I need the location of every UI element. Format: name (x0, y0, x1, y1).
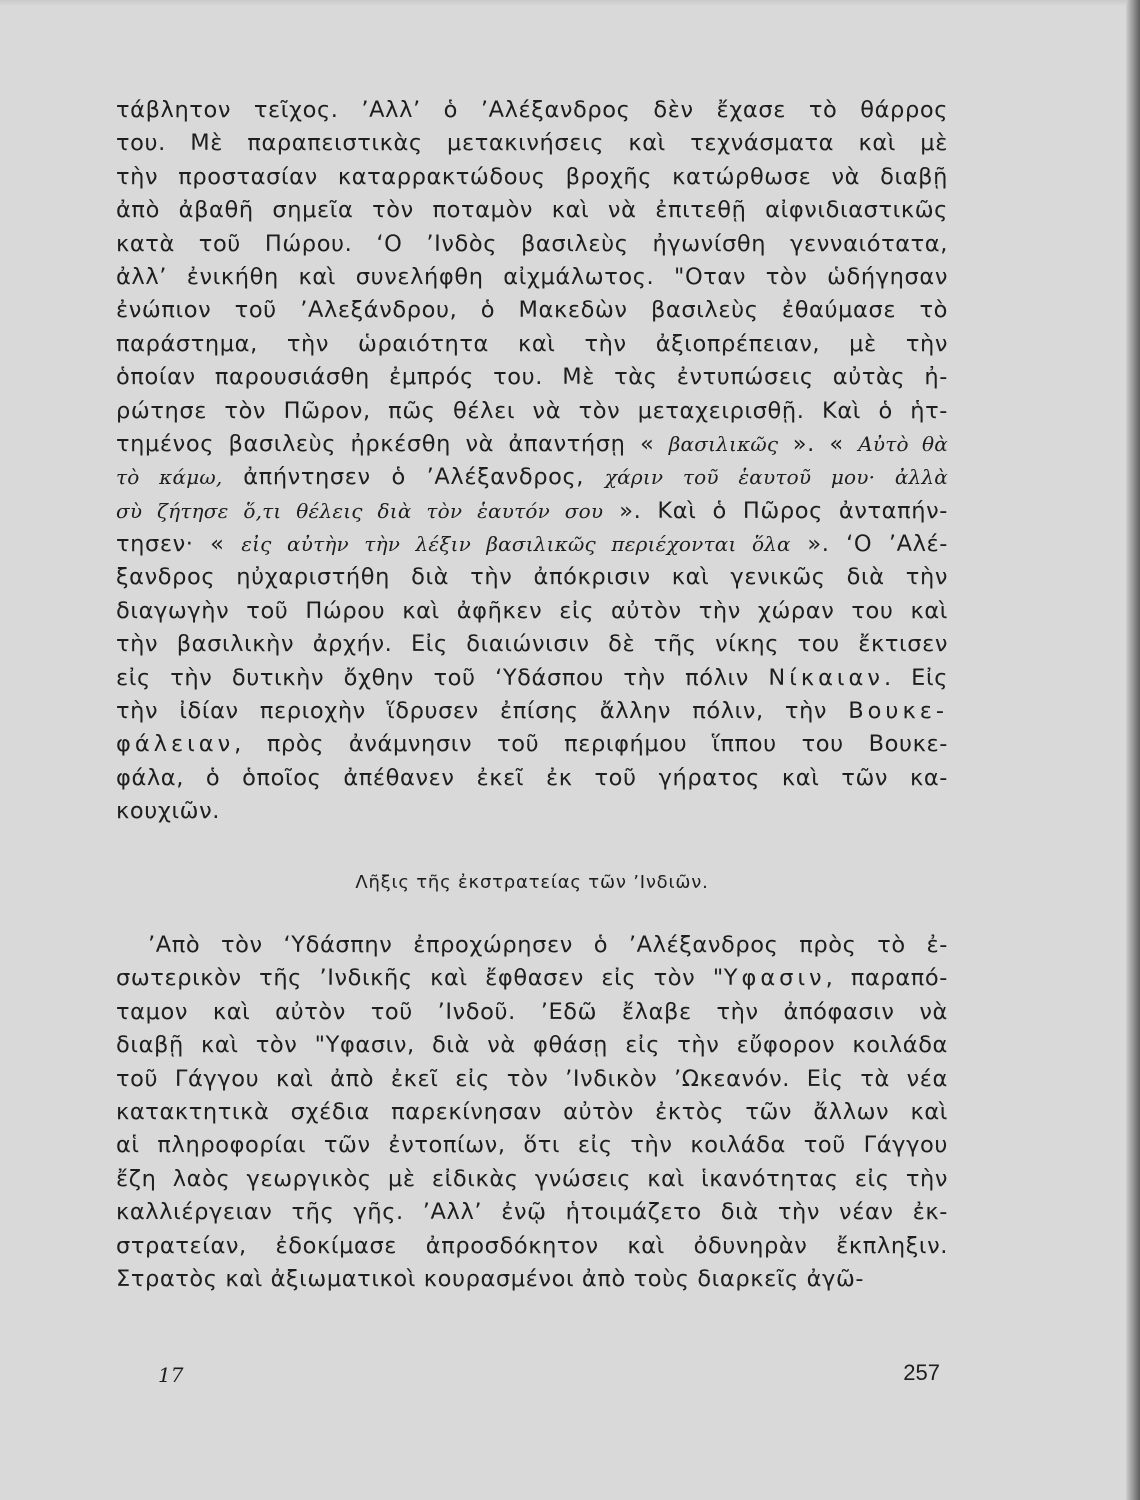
text-run: ’Απὸ τὸν ‘Υδάσπην ἐπροχώρησεν ὁ ’Αλέξανδρος πρὸς τὸ ἐ- (148, 932, 948, 958)
text-run: κατὰ τοῦ Πώρου. ‘Ο ’Ινδὸς βασιλεὺς ἠγωνίσθη γενναιότατα, (116, 230, 948, 257)
text-run: τησεν· « (116, 531, 242, 558)
text-line (116, 228, 948, 261)
text-line (116, 127, 948, 160)
text-line (116, 361, 948, 394)
text-line (116, 996, 948, 1029)
text-line (116, 528, 948, 561)
signature-mark: 17 (158, 1363, 184, 1387)
text-run: ἐνώπιον τοῦ ’Αλεξάνδρου, ὁ Μακεδὼν βασιλεὺς ἐθαύμασε τὸ (116, 297, 948, 324)
text-run: Στρατὸς καὶ ἀξιωματικοὶ κουρασμένοι ἀπὸ τοὺς διαρκεῖς ἀγῶ- (116, 1265, 865, 1292)
text-run: ρώτησε τὸν Πῶρον, πῶς θέλει νὰ τὸν μεταχειρισθῇ. Καὶ ὁ ἡτ- (116, 397, 948, 424)
text-run: τάβλητον τεῖχος. ’Αλλ’ ὁ ’Αλέξανδρος δὲν ἔχασε τὸ θάρρος (116, 97, 948, 123)
text-run: του. Μὲ παραπειστικὰς μετακινήσεις καὶ τεχνάσματα καὶ μὲ (116, 130, 948, 157)
text-run: τοῦ Γάγγου καὶ ἀπὸ ἐκεῖ εἰς τὸν ’Ινδικὸν ’Ωκεανόν. Εἰς τὰ νέα (116, 1065, 948, 1092)
text-run: . Εἰς (883, 664, 949, 691)
paragraph-1 (116, 94, 948, 829)
text-line (116, 495, 948, 528)
text-run: τὴν προστασίαν καταρρακτώδους βροχῆς κατώρθωσε νὰ διαβῇ (116, 163, 948, 190)
text-line (116, 695, 948, 728)
text-line (116, 1129, 948, 1162)
italic-text: Αὐτὸ θὰ (858, 431, 948, 456)
text-run: ». Καὶ ὁ Πῶρος ἀνταπήν- (603, 497, 948, 524)
text-line (116, 795, 948, 828)
text-run: καλλιέργειαν τῆς γῆς. ’Αλλ’ ἐνῷ ἡτοιμάζετο διὰ τὴν νέαν ἐκ- (116, 1199, 948, 1226)
text-run: ἀπὸ ἀβαθῆ σημεῖα τὸν ποταμὸν καὶ νὰ ἐπιτεθῇ αἰφνιδιαστικῶς (116, 197, 948, 224)
italic-text: σὺ ζήτησε ὅ,τι θέλεις διὰ τὸν ἑαυτόν σου (116, 498, 604, 523)
text-run: τὴν ἰδίαν περιοχὴν ἵδρυσεν ἐπίσης ἄλλην πόλιν, τὴν (116, 698, 849, 725)
text-run: ἀπήντησεν ὁ ’Αλέξανδρος, (222, 464, 605, 491)
text-line (116, 728, 948, 761)
text-run: , παραπό- (825, 965, 948, 992)
spaced-text: Νίκαιαν (768, 664, 884, 691)
text-run: κουχιῶν. (116, 798, 221, 825)
text-run: ἀλλ’ ἐνικήθη καὶ συνελήφθη αἰχμάλωτος. "Οταν τὸν ὡδήγησαν (116, 263, 948, 290)
spaced-text: φάλειαν (116, 731, 235, 758)
italic-text: εἰς αὐτὴν τὴν λέξιν βασιλικῶς περιέχονται ὅλα (241, 532, 791, 557)
text-line (116, 328, 948, 361)
section-heading: Λῆξις τῆς ἐκστρατείας τῶν ’Ινδιῶν. (355, 872, 709, 893)
text-run: , πρὸς ἀνάμνησιν τοῦ περιφήμου ἵππου του Βουκε- (234, 731, 948, 758)
text-run: διαγωγὴν τοῦ Πώρου καὶ ἀφῆκεν εἰς αὐτὸν τὴν χώραν του καὶ (116, 597, 948, 624)
text-run: παράστημα, τὴν ὡραιότητα καὶ τὴν ἀξιοπρέπειαν, μὲ τὴν (116, 330, 948, 357)
text-line (116, 1230, 948, 1263)
text-run: κατακτητικὰ σχέδια παρεκίνησαν αὐτὸν ἐκτὸς τῶν ἄλλων καὶ (116, 1098, 948, 1125)
text-line (116, 395, 948, 428)
text-line (116, 962, 948, 995)
page-number: 257 (903, 1360, 940, 1385)
italic-text: τὸ κάμω, (116, 465, 223, 490)
text-line (116, 561, 948, 594)
text-line (116, 929, 948, 962)
text-line (116, 628, 948, 661)
text-line (116, 1063, 948, 1096)
text-line (116, 1263, 948, 1296)
text-run: αἱ πληροφορίαι τῶν ἐντοπίων, ὅτι εἰς τὴν κοιλάδα τοῦ Γάγγου (116, 1132, 948, 1159)
text-run: ». « (778, 430, 859, 457)
text-line (116, 762, 948, 795)
text-line (116, 1096, 948, 1129)
text-run: σωτερικὸν τῆς ’Ινδικῆς καὶ ἔφθασεν εἰς τὸν " (116, 965, 724, 992)
text-run: τὴν βασιλικὴν ἀρχήν. Εἰς διαιώνισιν δὲ τῆς νίκης του ἔκτισεν (116, 631, 948, 658)
text-line (116, 1196, 948, 1229)
text-run: ταμον καὶ αὐτὸν τοῦ ’Ινδοῦ. ’Εδῶ ἔλαβε τὴν ἀπόφασιν νὰ (116, 998, 948, 1025)
text-line (116, 261, 948, 294)
text-line (116, 428, 948, 461)
scan-right-edge (1126, 0, 1140, 1500)
text-line (116, 294, 948, 327)
text-run: ». ‘Ο ’Αλέ- (790, 531, 948, 558)
text-run: ξανδρος ηὐχαριστήθη διὰ τὴν ἀπόκρισιν καὶ γενικῶς διὰ τὴν (116, 564, 948, 591)
text-line (116, 1029, 948, 1062)
spaced-text: Υφασιν (723, 965, 826, 992)
italic-text: χάριν τοῦ ἑαυτοῦ μου· ἀλλὰ (604, 465, 948, 490)
text-line (116, 1163, 948, 1196)
text-line (116, 595, 948, 628)
text-run: εἰς τὴν δυτικὴν ὄχθην τοῦ ‘Υδάσπου τὴν πόλιν (116, 664, 769, 691)
text-run: φάλα, ὁ ὁποῖος ἀπέθανεν ἐκεῖ ἐκ τοῦ γήρατος καὶ τῶν κα- (116, 764, 948, 791)
text-line (116, 461, 948, 494)
italic-text: βασιλικῶς (668, 431, 779, 456)
text-line (116, 94, 948, 127)
text-run: διαβῇ καὶ τὸν "Υφασιν, διὰ νὰ φθάσῃ εἰς τὴν εὔφορον κοιλάδα (116, 1032, 948, 1059)
text-line (116, 662, 948, 695)
text-run: ἔζη λαὸς γεωργικὸς μὲ εἰδικὰς γνώσεις καὶ ἱκανότητας εἰς τὴν (116, 1165, 948, 1192)
text-run: τημένος βασιλεὺς ἠρκέσθη νὰ ἀπαντήσῃ « (116, 430, 669, 457)
spaced-text: Βουκε- (848, 698, 948, 725)
text-line (116, 194, 948, 227)
text-run: ὁποίαν παρουσιάσθη ἐμπρός του. Μὲ τὰς ἐντυπώσεις αὐτὰς ἠ- (116, 364, 948, 391)
text-run: στρατείαν, ἐδοκίμασε ἀπροσδόκητον καὶ ὀδυνηρὰν ἔκπληξιν. (116, 1232, 948, 1259)
text-line (116, 161, 948, 194)
paragraph-2 (116, 929, 948, 1296)
